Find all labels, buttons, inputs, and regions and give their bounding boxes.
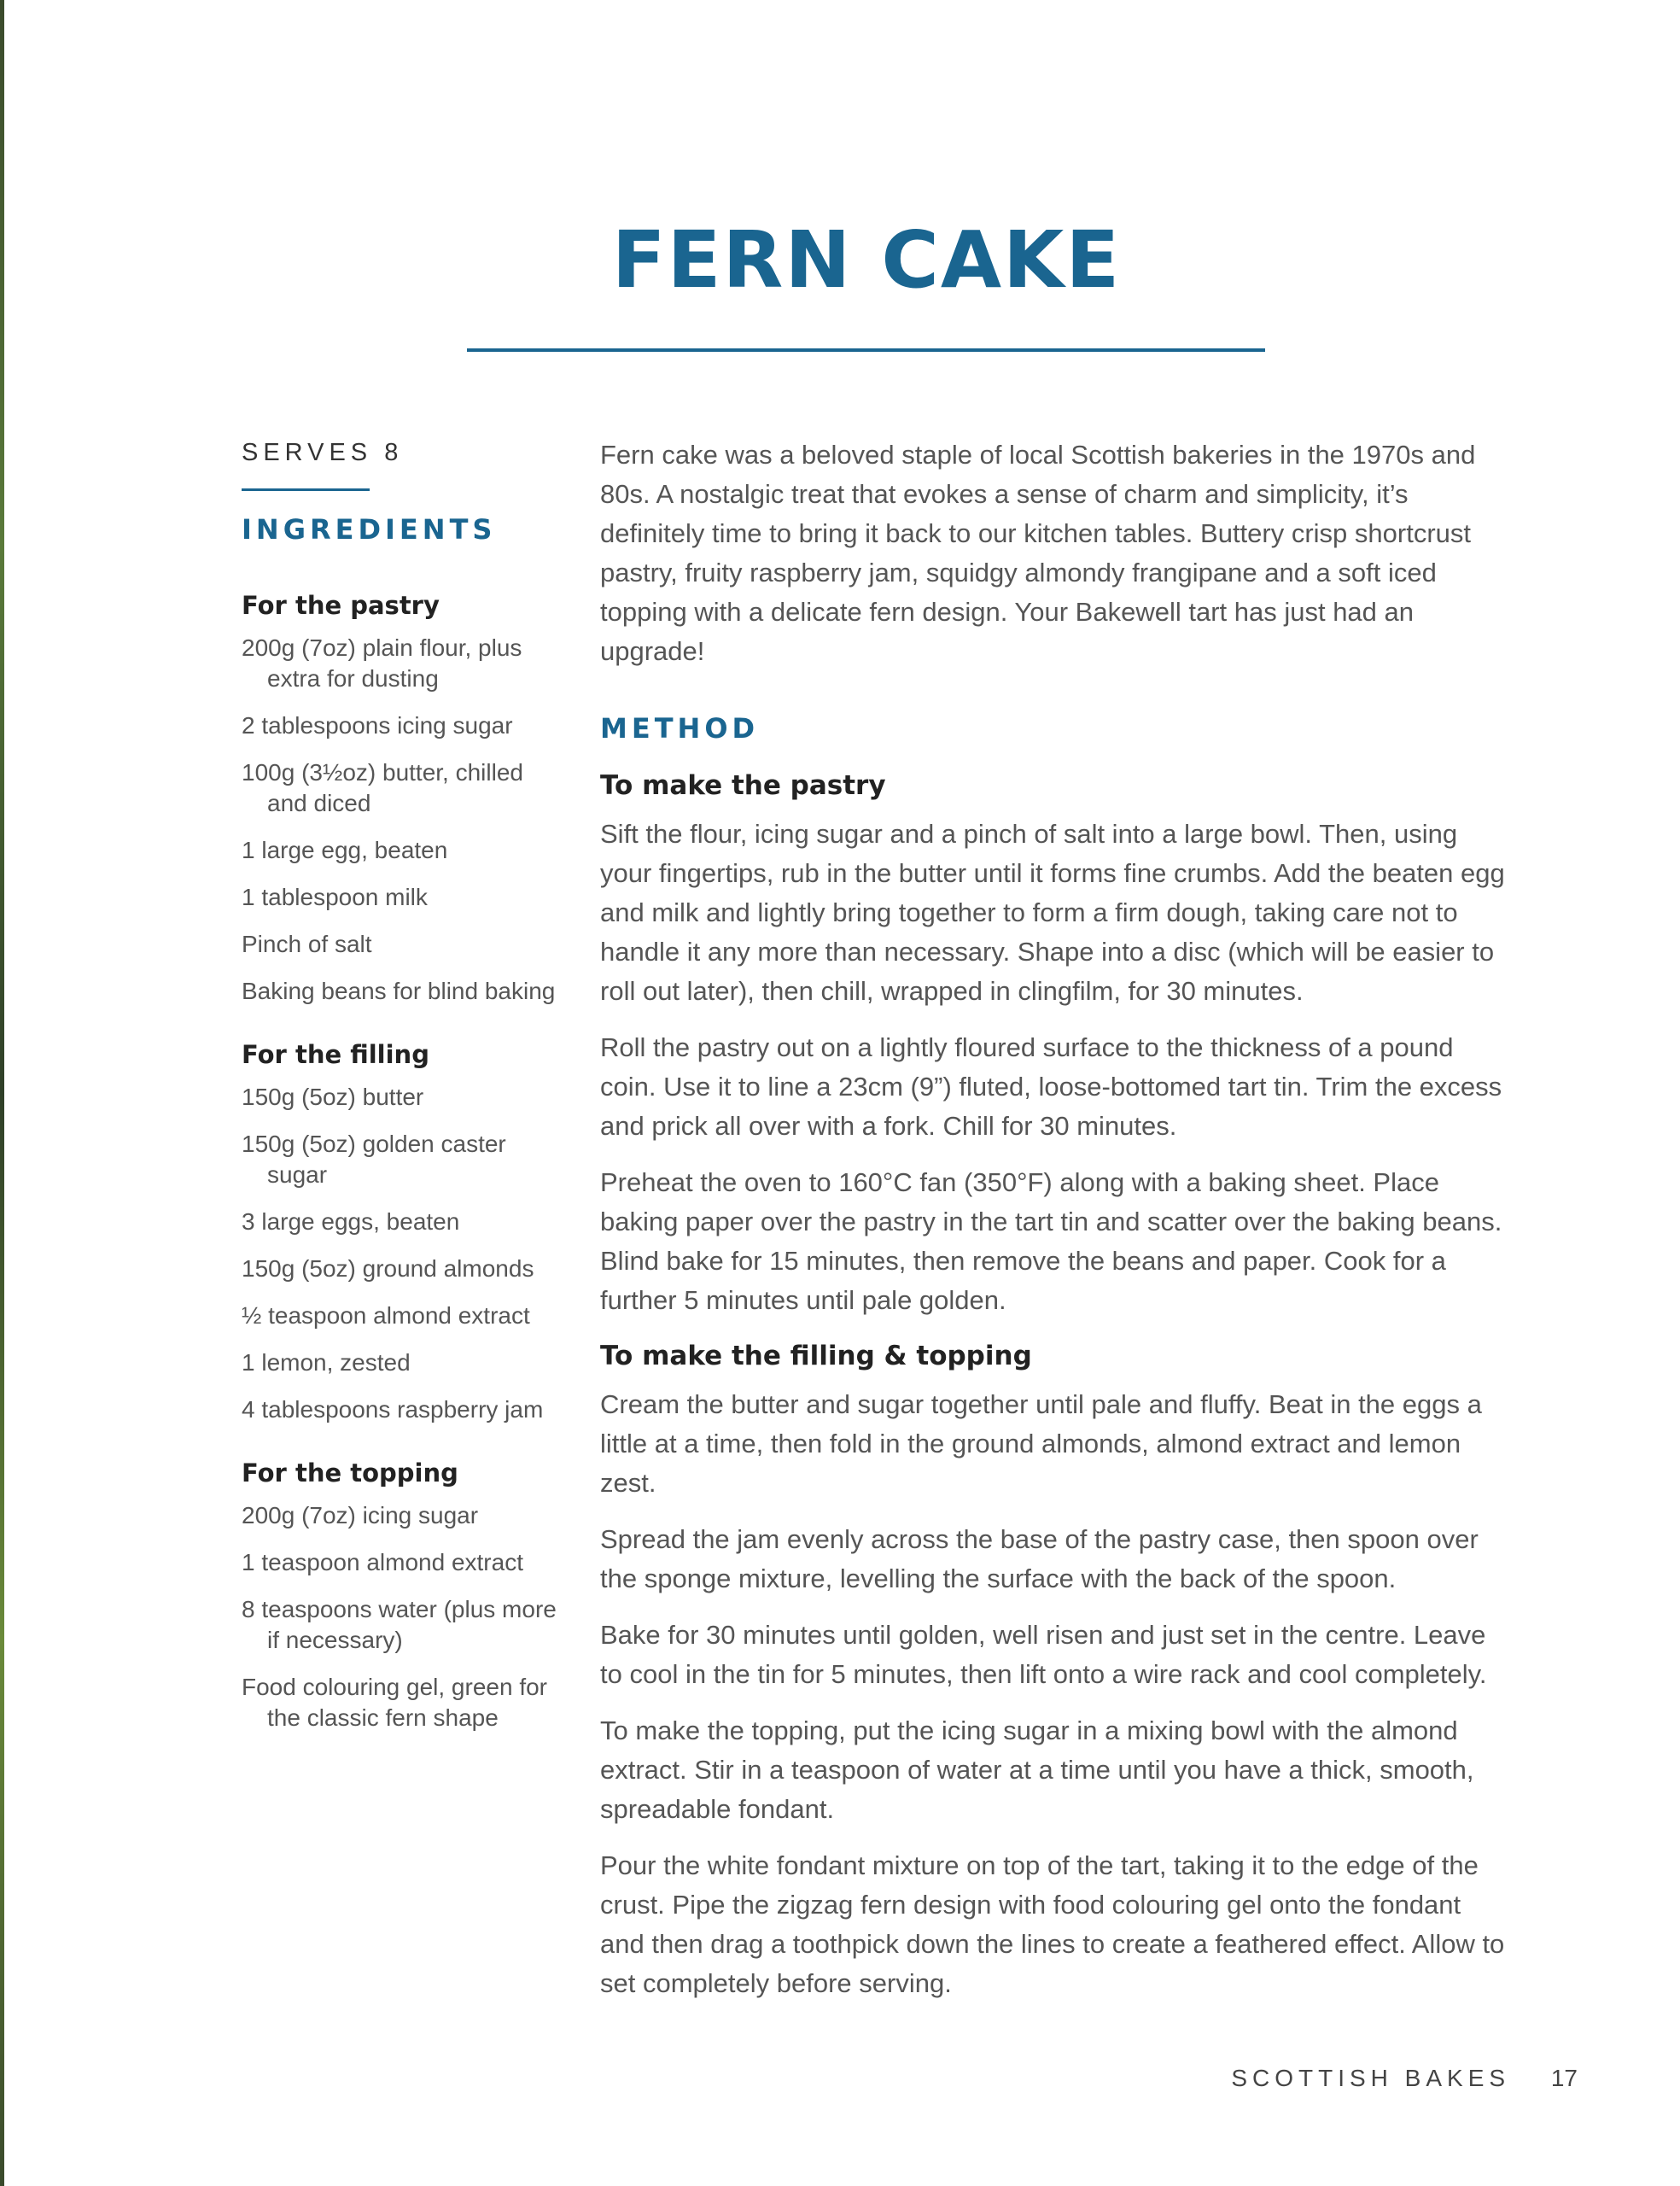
- method-step: Bake for 30 minutes until golden, well risen and just set in the centre. Leave to cool in the tin for 5 minutes, then lift onto a wire rack and cool completely.: [600, 1620, 1487, 1689]
- method-step: Sift the flour, icing sugar and a pinch of salt into a large bowl. Then, using your fingertips, rub in the butter until it forms fine crumbs. Add the beaten egg and milk and lightly bring together to form a firm dough, taking care not to handle it any more than necessary. Shape into a disc (which will be easier to roll out later), then chill, wrapped in clingfilm, for 30 minutes.: [600, 819, 1505, 1006]
- ingredients-column: [242, 435, 566, 1750]
- ingredient-item: 200g (7oz) icing sugar: [242, 1502, 479, 1528]
- ingredient-item: 2 tablespoons icing sugar: [242, 712, 513, 739]
- serves-label: SERVES 8: [242, 439, 404, 466]
- ingredient-item: 150g (5oz) golden caster sugar: [242, 1131, 506, 1188]
- ingredient-item: ½ teaspoon almond extract: [242, 1302, 530, 1329]
- method-step: Roll the pastry out on a lightly floured surface to the thickness of a pound coin. Use it to line a 23cm (9”) fluted, loose-bottomed tart tin. Trim the excess and prick all over with a fork. Chill for 30 minutes.: [600, 1032, 1502, 1141]
- ingredient-item: 3 large eggs, beaten: [242, 1208, 460, 1235]
- page-edge-strip: [0, 0, 4, 2186]
- page-number: 17: [1550, 2065, 1578, 2091]
- title-divider: [467, 348, 1265, 352]
- ingredient-item: Baking beans for blind baking: [242, 978, 556, 1004]
- method-section-title: To make the pastry: [600, 770, 886, 801]
- ingredient-item: 1 tablespoon milk: [242, 884, 428, 910]
- ingredient-item: 8 teaspoons water (plus more if necessary): [242, 1596, 557, 1653]
- method-column: [600, 435, 1505, 2020]
- book-title: SCOTTISH BAKES: [1231, 2065, 1511, 2091]
- ingredient-item: 150g (5oz) ground almonds: [242, 1255, 534, 1282]
- method-step: Cream the butter and sugar together until pale and fluffy. Beat in the eggs a little at a time, then fold in the ground almonds, almond extract and lemon zest.: [600, 1389, 1482, 1498]
- method-step: Pour the white fondant mixture on top of the tart, taking it to the edge of the crust. Pipe the zigzag fern design with food colouring gel onto the fondant and then drag a toothpick down the lines to create a feathered effect. Allow to set completely before serving.: [600, 1850, 1505, 1998]
- method-step: Preheat the oven to 160°C fan (350°F) along with a baking sheet. Place baking paper over the pastry in the tart tin and scatter over the baking beans. Blind bake for 15 minutes, then remove the beans and paper. Cook for a further 5 minutes until pale golden.: [600, 1167, 1502, 1315]
- method-heading: METHOD: [600, 712, 760, 745]
- ingredient-item: 1 teaspoon almond extract: [242, 1549, 523, 1575]
- ingredient-group-title: For the filling: [242, 1040, 429, 1069]
- ingredient-item: 200g (7oz) plain flour, plus extra for dusting: [242, 634, 522, 692]
- ingredient-item: 100g (3½oz) butter, chilled and diced: [242, 759, 523, 816]
- ingredient-item: 4 tablespoons raspberry jam: [242, 1396, 544, 1423]
- ingredients-heading: INGREDIENTS: [242, 513, 497, 546]
- serves-divider: [242, 488, 370, 491]
- recipe-title: FERN CAKE: [611, 214, 1122, 306]
- ingredient-item: 150g (5oz) butter: [242, 1084, 424, 1110]
- ingredient-item: 1 lemon, zested: [242, 1349, 411, 1376]
- method-section-pastry: [600, 767, 1505, 1320]
- ingredient-group-pastry: [242, 588, 566, 1007]
- ingredient-item: Pinch of salt: [242, 931, 372, 957]
- method-step: To make the topping, put the icing sugar in a mixing bowl with the almond extract. Stir in a teaspoon of water at a time until you have a thick, smooth, spreadable fondant.: [600, 1715, 1474, 1824]
- ingredient-group-topping: [242, 1456, 566, 1733]
- ingredient-group-title: For the pastry: [242, 591, 440, 620]
- method-step: Spread the jam evenly across the base of the pastry case, then spoon over the sponge mixture, levelling the surface with the back of the spoon.: [600, 1524, 1479, 1593]
- ingredient-group-filling: [242, 1037, 566, 1425]
- ingredient-group-title: For the topping: [242, 1458, 458, 1488]
- ingredient-item: Food colouring gel, green for the classic fern shape: [242, 1674, 547, 1731]
- page-footer: [1231, 2061, 1578, 2095]
- method-section-title: To make the filling & topping: [600, 1341, 1032, 1371]
- ingredient-item: 1 large egg, beaten: [242, 837, 448, 863]
- method-section-filling-topping: [600, 1337, 1505, 2003]
- intro-paragraph: Fern cake was a beloved staple of local Scottish bakeries in the 1970s and 80s. A nostalgic treat that evokes a sense of charm and simplicity, it’s definitely time to bring it back to our kitchen tables. Buttery crisp shortcrust pastry, fruity raspberry jam, squidgy almondy frangipane and a soft iced topping with a delicate fern design. Your Bakewell tart has just had an upgrade!: [600, 440, 1476, 666]
